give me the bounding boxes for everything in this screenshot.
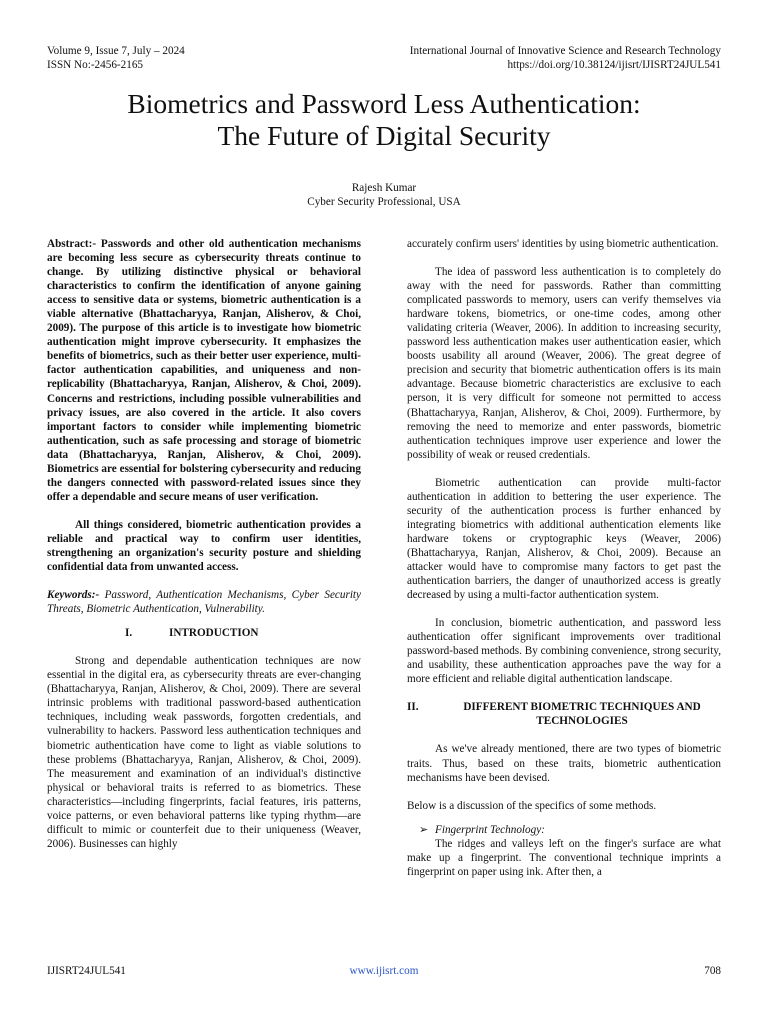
- keywords: [47, 588, 361, 616]
- section-number: II.: [407, 701, 419, 714]
- paragraph-passwordless: The idea of password less authentication is to completely do away with the need for passwords. Rather than committing complicated passwords to memory, users can verify themselves via hardware tokens, biometrics, or one-time codes, among other validating criteria (Weaver, 2006). In addition to increasing security, password less authentication makes user authentication easier, which boosts usability all around (Weaver, 2006). The great degree of precision and security that biometric authentication offers is its main advantage. Because biometric characteristics are exclusive to each person, it is very difficult for someone not permitted to access (Bhattacharyya, Ranjan, Alisherov, & Choi, 2009). Furthermore, by removing the need to memorize and enter passwords, biometric authentication techniques improve user experience and lower the possibility of weak or reused credentials.: [407, 266, 721, 461]
- paragraph-methods-intro: Below is a discussion of the specifics of some methods.: [407, 799, 657, 812]
- page-number: 708: [704, 965, 721, 977]
- journal-name: International Journal of Innovative Science and Research Technology: [409, 45, 721, 57]
- paragraph-continuation: accurately confirm users' identities by using biometric authentication.: [407, 238, 719, 250]
- keywords-text: Password, Authentication Mechanisms, Cyber Security Threats, Biometric Authentication, Vulnerability.: [47, 589, 362, 616]
- header-right: [410, 44, 721, 72]
- issn: ISSN No:-2456-2165: [47, 59, 144, 71]
- footer-paper-id: IJISRT24JUL541: [47, 965, 126, 977]
- keywords-label: Keywords:-: [47, 589, 100, 602]
- paragraph-conclusion: In conclusion, biometric authentication, and password less authentication offer significant improvements over traditional password-based methods. By combining convenience, strong security, and usability, these authentication approaches pave the way for a more efficient and reliable digital authentication landscape.: [407, 617, 722, 686]
- abstract-conclusion: All things considered, biometric authentication provides a reliable and practical way to confirm user identities, strengthening an organization's security posture and shielding confidential data from unwanted access.: [47, 518, 361, 574]
- section-heading-introduction: [47, 626, 361, 640]
- paragraph-multifactor: Biometric authentication can provide multi-factor authentication in addition to bettering the user experience. The security of the authentication process is further enhanced by integrating biometrics with additional authentication elements like hardware tokens or cryptographic keys (Weaver, 2006) (Bhattacharyya, Ranjan, Alisherov, & Choi, 2009). Because an attacker would have to compromise many factors to get past the authentication barriers, the danger of unauthorized access is greatly decreased by using a multi-factor authentication system.: [407, 476, 721, 602]
- section-title: INTRODUCTION: [169, 627, 259, 640]
- section-heading-techniques: [407, 700, 721, 728]
- author-affiliation: Cyber Security Professional, USA: [307, 196, 461, 208]
- introduction-paragraph: Strong and dependable authentication techniques are now essential in the digital era, as cybersecurity threats are ever-changing (Bhattacharyya, Ranjan, Alisherov, & Choi, 2009). There are several intrinsic problems with traditional password-based authentication techniques, including weak passwords, forgotten credentials, and vulnerability to hackers. Password less authentication techniques and biometric authentication have come to light as viable solutions to these problems (Bhattacharyya, Ranjan, Alisherov, & Choi, 2009). The measurement and examination of an individual's distinctive physical or behavioral traits is referred to as biometrics. These characteristics—including fingerprints, facial features, iris patterns, voice patterns, or even behavioral patterns like typing rhythm—are difficult to mimic or counterfeit due to their uniqueness (Weaver, 2006). Businesses can highly: [47, 655, 361, 850]
- title-line-2: The Future of Digital Security: [217, 120, 551, 151]
- footer-website-link[interactable]: www.ijisrt.com: [349, 965, 419, 977]
- author-block: [0, 181, 768, 209]
- section-number: I.: [125, 627, 133, 640]
- paragraph-trait-types: As we've already mentioned, there are two types of biometric traits. Thus, based on these traits, biometric authentication mechanisms have been devised.: [407, 743, 721, 784]
- paper-title: [0, 88, 768, 152]
- author-name: Rajesh Kumar: [351, 182, 417, 194]
- volume-info: Volume 9, Issue 7, July – 2024: [47, 45, 185, 57]
- arrow-bullet-icon: ➢: [419, 823, 429, 836]
- bullet-fingerprint: [407, 823, 721, 837]
- right-column: [407, 237, 721, 879]
- bullet-label: Fingerprint Technology:: [435, 823, 545, 836]
- title-line-1: Biometrics and Password Less Authentication:: [127, 88, 641, 119]
- left-column: [47, 237, 361, 851]
- doi-link[interactable]: https://doi.org/10.38124/ijisrt/IJISRT24JUL541: [507, 59, 721, 71]
- abstract: Abstract:- Passwords and other old authentication mechanisms are becoming less secure as cybersecurity threats continue to change. By utilizing distinctive physical or behavioral characteristics to confirm the identification of anyone gaining access to sensitive data or systems, biometric authentication is a viable alternative (Bhattacharyya, Ranjan, Alisherov, & Choi, 2009). The purpose of this article is to investigate how biometric authentication might improve cybersecurity. It emphasizes the benefits of biometrics, such as their better user experience, multi-factor authentication capabilities, and uniqueness and non-replicability (Bhattacharyya, Ranjan, Alisherov, & Choi, 2009). Concerns and restrictions, including possible vulnerabilities and privacy issues, are also covered in the article. It also covers important factors to consider while implementing biometric authentication, such as safe processing and storage of biometric data (Bhattacharyya, Ranjan, Alisherov, & Choi, 2009). Biometrics are essential for bolstering cybersecurity and reducing the dangers connected with password-related issues since they offer a dependable and secure means of user verification.: [47, 238, 361, 503]
- header-left: [47, 44, 185, 72]
- paragraph-fingerprint: The ridges and valleys left on the finger's surface are what make up a fingerprint. The conventional technique imprints a fingerprint on paper using ink. After then, a: [407, 837, 721, 878]
- section-title: DIFFERENT BIOMETRIC TECHNIQUES AND TECHNOLOGIES: [463, 701, 701, 728]
